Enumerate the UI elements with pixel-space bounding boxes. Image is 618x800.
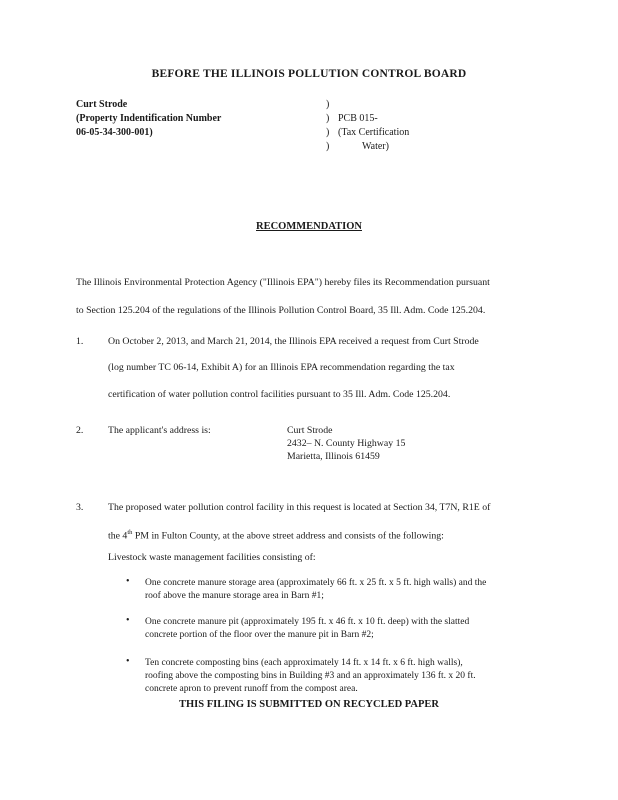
address-line-1: Curt Strode xyxy=(287,425,333,436)
para-3-line-2 xyxy=(108,529,444,541)
intro-line-2: to Section 125.204 of the regulations of the Illinois Pollution Control Board, 35 Ill. Adm. Code 125.204. xyxy=(76,305,486,316)
para-1-number: 1. xyxy=(76,336,84,347)
caption-paren-3: ) xyxy=(326,127,330,138)
bullet-3-line-1: Ten concrete composting bins (each approximately 14 ft. x 14 ft. x 6 ft. high walls), xyxy=(145,658,463,668)
caption-right-line-1: PCB 015- xyxy=(338,113,378,124)
para-3-sub: Livestock waste management facilities consisting of: xyxy=(108,552,316,563)
caption-left-line-2: (Property Indentification Number xyxy=(76,113,222,124)
bullet-1-dot: • xyxy=(126,576,130,587)
para-3-line-2-pre: the 4 xyxy=(108,530,128,542)
address-line-2: 2432– N. County Highway 15 xyxy=(287,438,406,449)
caption-paren-4: ) xyxy=(326,141,330,152)
bullet-1-line-1: One concrete manure storage area (approximately 66 ft. x 25 ft. x 5 ft. high walls) and the xyxy=(145,578,487,588)
para-1-line-1: On October 2, 2013, and March 21, 2014, the Illinois EPA received a request from Curt Strode xyxy=(108,336,479,347)
caption-left-line-1: Curt Strode xyxy=(76,99,128,110)
caption-right-line-3: Water) xyxy=(362,141,389,152)
para-3-number: 3. xyxy=(76,502,84,513)
caption-left-line-3: 06-05-34-300-001) xyxy=(76,127,153,138)
intro-line-1: The Illinois Environmental Protection Agency ("Illinois EPA") hereby files its Recommendation pursuant xyxy=(76,277,490,288)
caption-right-line-2: (Tax Certification xyxy=(338,127,410,138)
para-2-label: The applicant's address is: xyxy=(108,425,211,436)
caption-paren-1: ) xyxy=(326,99,330,110)
document-title: BEFORE THE ILLINOIS POLLUTION CONTROL BOARD xyxy=(151,68,467,80)
para-3-line-1: The proposed water pollution control facility in this request is located at Section 34, T7N, R1E of xyxy=(108,502,491,513)
address-line-3: Marietta, Illinois 61459 xyxy=(287,451,380,462)
para-2-number: 2. xyxy=(76,425,84,436)
bullet-3-line-3: concrete apron to prevent runoff from the compost area. xyxy=(145,684,358,694)
para-3-superscript: th xyxy=(127,529,133,536)
bullet-2-line-2: concrete portion of the floor over the manure pit in Barn #2; xyxy=(145,630,374,640)
bullet-1-line-2: roof above the manure storage area in Barn #1; xyxy=(145,591,324,601)
para-1-line-2: (log number TC 06-14, Exhibit A) for an Illinois EPA recommendation regarding the tax xyxy=(108,362,455,373)
bullet-3-line-2: roofing above the composting bins in Building #3 and an approximately 136 ft. x 20 ft. xyxy=(145,671,476,681)
recommendation-heading: RECOMMENDATION xyxy=(256,221,362,232)
caption-paren-2: ) xyxy=(326,113,330,124)
para-3-line-2-post: PM in Fulton County, at the above street address and consists of the following: xyxy=(132,530,444,542)
bullet-2-line-1: One concrete manure pit (approximately 195 ft. x 46 ft. x 10 ft. deep) with the slatted xyxy=(145,617,470,627)
bullet-3-dot: • xyxy=(126,656,130,667)
bullet-2-dot: • xyxy=(126,615,130,626)
para-1-line-3: certification of water pollution control facilities pursuant to 35 Ill. Adm. Code 125.204. xyxy=(108,389,451,400)
recycled-paper-footer: THIS FILING IS SUBMITTED ON RECYCLED PAPER xyxy=(178,699,440,710)
